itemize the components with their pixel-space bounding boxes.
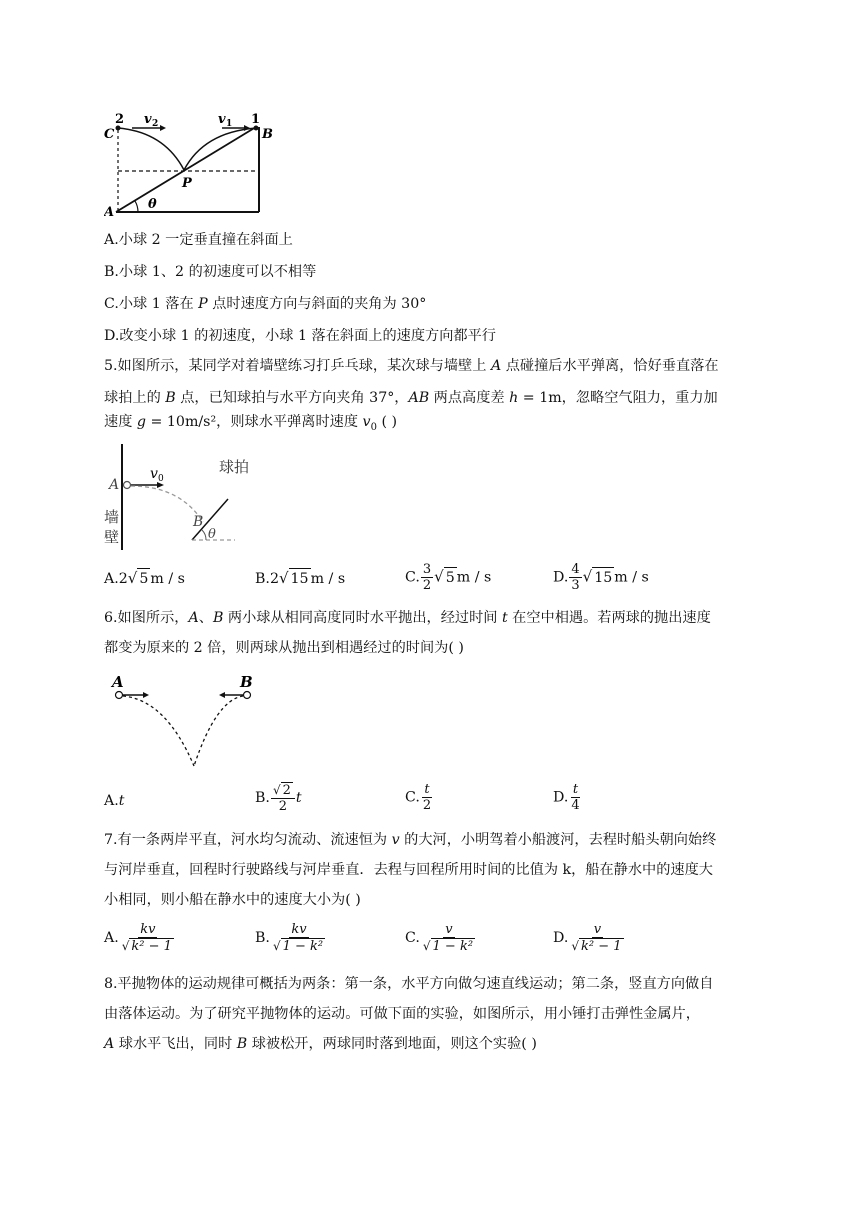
q7-l2: 与河岸垂直，回程时行驶路线与河岸垂直．去程与回程所用时间的比值为 k，船在静水中的速度大 [104, 862, 713, 878]
q4-option-d [104, 326, 496, 346]
q7-b-num: kv [291, 922, 307, 937]
q5-l2-mid2: 两点高度差 [429, 390, 510, 406]
ball-b6 [244, 692, 251, 699]
label-1: 1 [251, 112, 261, 127]
q7-b-den: 1 − k² [282, 939, 324, 954]
q5-line3 [104, 412, 397, 438]
q5-d-frac [569, 562, 581, 593]
q4-option-c-pre: C.小球 1 落在 [104, 296, 199, 312]
ball-a6 [116, 692, 123, 699]
label-bat: 球拍 [219, 458, 250, 476]
q8-line3 [104, 1034, 537, 1054]
q5-l1-pre: 5.如图所示，某同学对着墙壁练习打乒乓球，某次球与墙壁上 [104, 358, 491, 374]
q4-option-b-text: B.小球 1、2 的初速度可以不相等 [104, 264, 317, 280]
q5-b-coef: 2 [269, 571, 279, 587]
radical-icon: √ [127, 569, 138, 587]
q7-d-frac [569, 922, 625, 954]
q7-c-num: v [445, 922, 453, 937]
q6-l1-mid: 两小球从相同高度同时水平抛出，经过时间 [223, 610, 502, 626]
q6-option-a [104, 791, 124, 811]
ball-a [124, 482, 131, 489]
q5-l2-mid: 点，已知球拍与水平方向夹角 37°， [175, 390, 409, 406]
label-wall1: 墙 [104, 508, 120, 526]
q5-line1 [104, 356, 719, 376]
q5-a-label: A. [104, 571, 119, 587]
q8-l3-mid: 球水平飞出，同时 [114, 1036, 237, 1052]
q6-b-label: B. [255, 790, 270, 806]
q6-b-den: 2 [278, 799, 288, 814]
q4-option-a-text: A.小球 2 一定垂直撞在斜面上 [104, 232, 293, 248]
q7-l1-pre: 7.有一条两岸平直，河水均匀流动、流速恒为 [104, 832, 392, 848]
label-a6: A [112, 673, 124, 691]
radical-icon: √ [582, 567, 593, 586]
q6-line1 [104, 608, 711, 628]
q8-l3-post: 球被松开，两球同时落到地面，则这个实验( ) [247, 1036, 537, 1052]
radical-icon: √ [434, 567, 444, 586]
q5-option-a [104, 568, 185, 589]
label-v0-sub: 0 [158, 474, 164, 484]
q7-c-den: 1 − k² [432, 939, 474, 954]
q6-l1-post: 在空中相遇。若两球的抛出速度 [507, 610, 711, 626]
radical-icon: √ [571, 939, 580, 953]
q6-line2 [104, 638, 464, 658]
q7-l3: 小相同，则小船在静水中的速度大小为( ) [104, 892, 361, 908]
q6-l1-pre: 6.如图所示， [104, 610, 189, 626]
arrowhead-a6 [143, 692, 149, 698]
q5-d-label: D. [553, 569, 569, 586]
radical-icon: √ [272, 783, 281, 797]
q7-d-den-wrap [569, 938, 625, 954]
q8-l3-b: B [236, 1036, 248, 1052]
q5-c-unit: m / s [456, 569, 492, 586]
q6-c-label: C. [405, 789, 420, 806]
q5-d-rad: 15 [592, 567, 614, 588]
trajectory-b6 [194, 696, 243, 766]
q5-b-label: B. [255, 571, 270, 587]
q5-l3-eq: = 10m/s² [145, 414, 217, 430]
trajectory-a6 [123, 696, 194, 766]
incline-line [116, 127, 256, 212]
label-v2-sub: 2 [152, 119, 159, 129]
arrowhead-b6 [219, 692, 225, 698]
q7-b-den-wrap [271, 938, 327, 954]
label-v1: v [218, 112, 226, 127]
q7-option-d [553, 922, 627, 954]
q8-l3-a: A [104, 1036, 115, 1052]
q7-a-num: kv [140, 922, 156, 937]
q5-option-d [553, 562, 649, 593]
radical-icon: √ [422, 939, 431, 953]
q7-d-den: k² − 1 [581, 939, 622, 954]
q6-c-den: 2 [422, 798, 432, 813]
q7-b-label: B. [255, 930, 270, 946]
q5-option-c [405, 562, 491, 593]
q4-option-b [104, 262, 316, 282]
q6-d-num: t [572, 782, 579, 797]
q5-c-num: 3 [422, 562, 432, 577]
q5-l2-eq: = 1m [518, 390, 562, 406]
q5-l2-h: h [509, 390, 519, 406]
q5-b-unit: m / s [310, 571, 346, 587]
q7-b-frac [271, 922, 327, 954]
q7-a-den: k² − 1 [131, 939, 172, 954]
q5-l1-a: A [490, 358, 502, 374]
q6-l1-b: B [212, 610, 224, 626]
q5-l1-post: 点碰撞后水平弹离，恰好垂直落在 [501, 358, 719, 374]
q8-line2 [104, 1004, 700, 1024]
radical-icon: √ [278, 569, 289, 587]
q5-l3-v: v [362, 414, 371, 430]
q7-a-frac [120, 922, 176, 954]
q5-line2 [104, 388, 718, 408]
q5-l3-sub: 0 [370, 421, 377, 433]
q5-c-den: 2 [422, 578, 432, 593]
q6-l1-a: A [188, 610, 199, 626]
q6-a-t: t [118, 793, 125, 809]
q5-c-frac [421, 562, 433, 593]
q5-l2-post: ，忽略空气阻力，重力加 [561, 390, 718, 406]
q7-a-den-wrap [120, 938, 176, 954]
q8-line1 [104, 974, 713, 994]
radical-icon: √ [121, 939, 130, 953]
q4-option-c-var: P [198, 296, 208, 312]
q6-option-d [553, 782, 583, 813]
label-a: A [104, 205, 115, 220]
label-2: 2 [115, 112, 125, 127]
q5-b-rad: 15 [289, 568, 311, 589]
two-ball-meeting-diagram [106, 670, 266, 774]
q5-option-b [255, 568, 345, 589]
q6-d-frac [569, 782, 581, 813]
q5-l3-post: ( ) [376, 414, 398, 430]
q6-b-frac [271, 782, 295, 814]
label-b: B [262, 127, 273, 142]
radical-icon: √ [272, 939, 281, 953]
q6-d-label: D. [553, 789, 569, 806]
q5-c-label: C. [405, 569, 420, 586]
label-theta5: θ [208, 527, 216, 542]
q6-option-c [405, 782, 434, 813]
q5-a-rad: 5 [137, 568, 150, 589]
v2-arrowhead [160, 125, 166, 131]
q5-a-coef: 2 [118, 571, 128, 587]
q5-l2-ab: AB [408, 390, 430, 406]
q6-l1-t: t [501, 610, 508, 626]
q7-d-num: v [593, 922, 602, 937]
q5-a-unit: m / s [150, 571, 185, 587]
q7-option-c [405, 922, 478, 954]
q4-option-d-text: D.改变小球 1 的初速度，小球 1 落在斜面上的速度方向都平行 [104, 328, 496, 344]
q5-l2-pre: 球拍上的 [104, 390, 166, 406]
label-theta: θ [148, 197, 157, 212]
label-a5: A [109, 477, 120, 493]
q4-option-c-post: 点时速度方向与斜面的夹角为 30° [207, 296, 427, 312]
label-v0: v [150, 466, 158, 482]
q8-l2: 由落体运动。为了研究平抛物体的运动。可做下面的实验，如图所示，用小锤打击弹性金属片， [104, 1006, 700, 1022]
q6-b-t: t [295, 790, 302, 806]
q5-c-rad: 5 [444, 567, 457, 588]
q5-l3-pre: 速度 [104, 414, 137, 430]
q5-l3-g: g [136, 414, 146, 430]
q6-l2: 都变为原来的 2 倍，则两球从抛出到相遇经过的时间为( ) [104, 640, 464, 656]
q7-option-a [104, 922, 177, 954]
q5-l2-b: B [165, 390, 176, 406]
q6-c-num: t [424, 782, 430, 797]
q5-d-num: 4 [571, 562, 580, 577]
theta-arc-5 [202, 530, 206, 540]
q7-line1 [104, 830, 716, 850]
q7-line2 [104, 860, 713, 880]
q4-option-a [104, 230, 293, 250]
q6-d-den: 4 [571, 798, 580, 813]
q7-l1-post: 的大河，小明驾着小船渡河，去程时船头朝向始终 [399, 832, 717, 848]
q7-line3 [104, 890, 361, 910]
q5-d-den: 3 [571, 578, 580, 593]
q7-a-label: A. [104, 930, 119, 946]
q6-c-frac [421, 782, 433, 813]
label-b6: B [240, 673, 253, 691]
v1-arrowhead [244, 125, 250, 131]
q7-c-frac [421, 922, 477, 954]
theta-arc [135, 201, 138, 212]
label-v1-sub: 1 [226, 119, 233, 129]
q7-l1-v: v [391, 832, 400, 848]
ball2-trajectory [118, 128, 184, 170]
label-c: C [104, 127, 115, 142]
wall-bat-diagram [100, 442, 250, 552]
label-p: P [182, 176, 192, 191]
q7-c-label: C. [405, 930, 420, 946]
label-b5: B [193, 514, 204, 530]
q7-c-den-wrap [421, 938, 477, 954]
incline-projectile-diagram [104, 110, 279, 222]
q4-option-c [104, 294, 426, 314]
q5-d-unit: m / s [614, 569, 649, 586]
label-v2: v [144, 112, 152, 127]
q7-option-b [255, 922, 328, 954]
q6-a-label: A. [104, 793, 119, 809]
q5-l3-mid: ，则球水平弹离时速度 [216, 414, 363, 430]
q7-d-label: D. [553, 930, 569, 946]
q6-b-num: 2 [282, 783, 291, 798]
q6-option-b [255, 782, 302, 814]
label-wall2: 壁 [104, 528, 120, 546]
q8-l1: 8.平抛物体的运动规律可概括为两条：第一条，水平方向做匀速直线运动；第二条，竖直方向做自 [104, 976, 714, 992]
q6-l1-sep: 、 [198, 610, 213, 626]
q6-b-num-wrap [271, 782, 295, 799]
